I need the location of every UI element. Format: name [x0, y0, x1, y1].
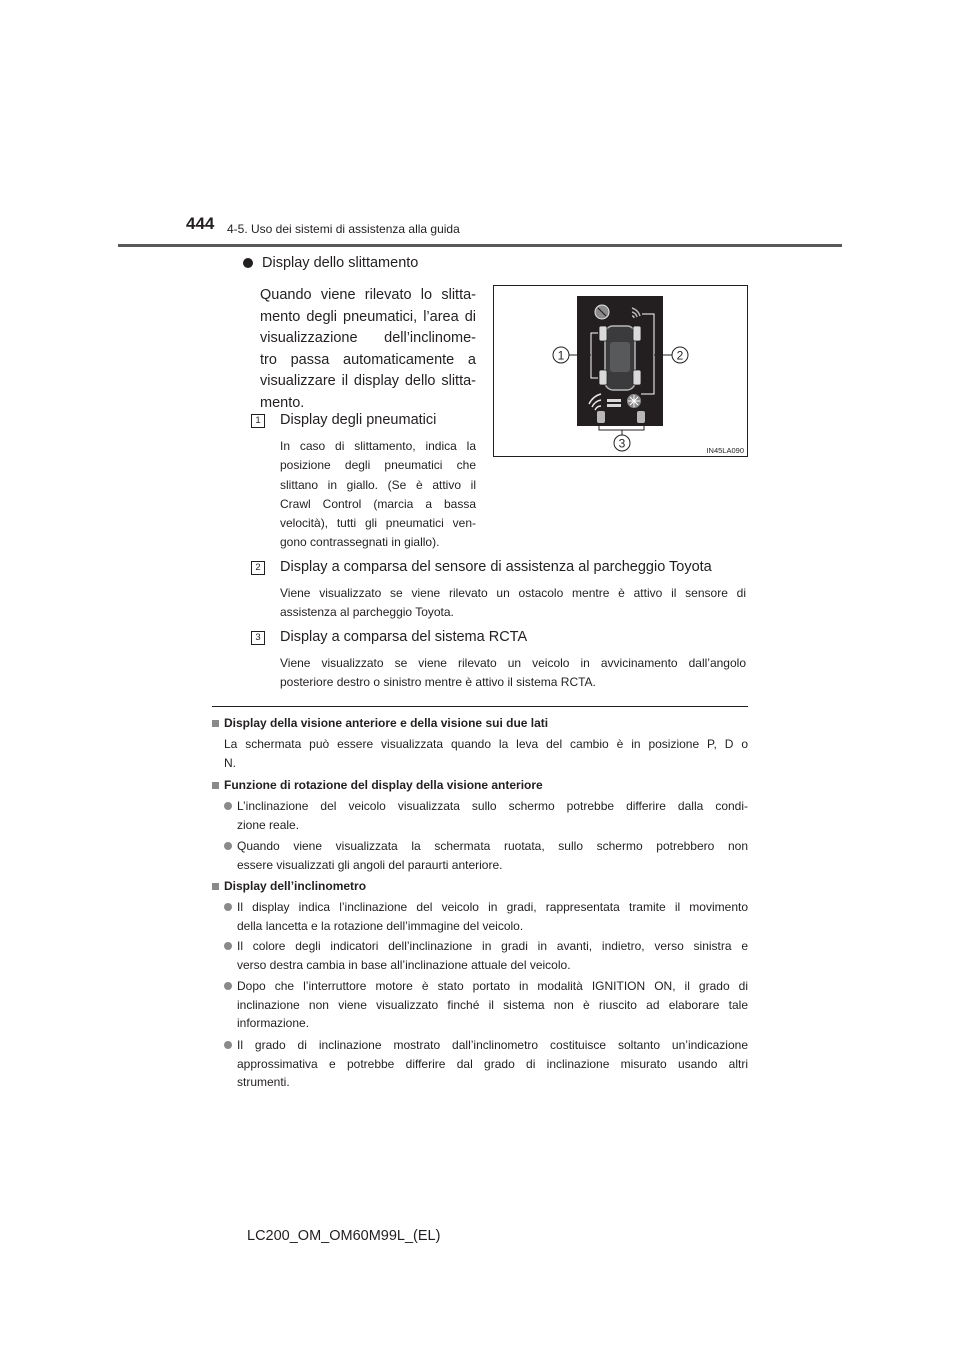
callout-3-label: 3 [618, 436, 626, 451]
document-code: LC200_OM_OM60M99L_(EL) [247, 1228, 441, 1244]
slip-display-illustration [494, 286, 747, 456]
intro-paragraph: Quando viene rilevato lo slitta- mento degli pneumatici, l’area di visualizzazione dell’inclinome- tro passa automaticamente a visualizzare il display dello slitta- mento. [260, 287, 476, 411]
vehicle-roof [610, 342, 630, 372]
tyre-rear-right [633, 370, 641, 385]
bullet-icon [224, 903, 232, 911]
tyre-front-right [633, 326, 641, 341]
bullet-icon [243, 258, 253, 268]
rcta-left-indicator [597, 411, 605, 423]
bullet-icon [224, 942, 232, 950]
item-number-badge: 2 [251, 561, 265, 575]
bullet-title: Display dello slittamento [262, 255, 419, 271]
slip-display-figure [493, 285, 748, 457]
bullet-icon [224, 1041, 232, 1049]
square-bullet-icon [212, 883, 219, 890]
note-heading: Display dell’inclinometro [224, 879, 367, 893]
note-bullet-text: L’inclinazione del veicolo visualizzata sullo schermo potrebbe differire dalla condi- zione reale. [237, 799, 748, 832]
bullet-icon [224, 842, 232, 850]
callout-1-label: 1 [557, 348, 565, 363]
note-bullet-text: Il grado di inclinazione mostrato dall’inclinometro costituisce soltanto un’indicazione approssimativa e potrebbe differire dal grado di inclinazione misurato usando altri strumenti. [237, 1038, 748, 1089]
section-title: 4-5. Uso dei sistemi di assistenza alla guida [227, 222, 460, 236]
page-number: 444 [186, 214, 215, 233]
note-bullet-text: Il display indica l’inclinazione del veicolo in gradi, rappresentata tramite il movimento della lancetta e la rotazione dell’immagine del veicolo. [237, 900, 748, 933]
note-heading: Funzione di rotazione del display della visione anteriore [224, 778, 543, 792]
item-description: In caso di slittamento, indica la posizione degli pneumatici che slittano in giallo. (Se è attivo il Crawl Control (marcia a bassa velocità), tutti gli pneumatici ven- gono contrassegnati in giallo). [280, 439, 476, 550]
callout-2-label: 2 [676, 348, 684, 363]
figure-code: IN45LA090 [706, 446, 744, 455]
tyre-front-left [599, 326, 607, 341]
rcta-right-indicator [637, 411, 645, 423]
header-divider [118, 244, 842, 247]
item-description: Viene visualizzato se viene rilevato un ostacolo mentre è attivo il sensore di assistenza al parcheggio Toyota. [280, 586, 746, 620]
bullet-icon [224, 802, 232, 810]
item-label: Display degli pneumatici [280, 412, 437, 428]
item-label: Display a comparsa del sistema RCTA [280, 629, 528, 645]
section-divider [212, 706, 748, 707]
note-heading: Display della visione anteriore e della visione sui due lati [224, 716, 549, 730]
tyre-rear-left [599, 370, 607, 385]
square-bullet-icon [212, 720, 219, 727]
item-number-badge: 3 [251, 631, 265, 645]
bar-icon [607, 399, 621, 402]
bullet-icon [224, 982, 232, 990]
item-label: Display a comparsa del sensore di assistenza al parcheggio Toyota [280, 559, 712, 575]
square-bullet-icon [212, 782, 219, 789]
note-text: La schermata può essere visualizzata quando la leva del cambio è in posizione P, D o N. [224, 737, 748, 770]
note-bullet-text: Quando viene visualizzata la schermata ruotata, sullo schermo potrebbero non essere visualizzati gli angoli del paraurti anteriore. [237, 839, 748, 872]
note-bullet-text: Dopo che l’interruttore motore è stato portato in modalità IGNITION ON, il grado di inclinazione non viene visualizzato finché il sistema non è riuscito ad elaborare tale informazione. [237, 979, 748, 1030]
item-number-badge: 1 [251, 414, 265, 428]
item-description: Viene visualizzato se viene rilevato un veicolo in avvicinamento dall’angolo posteriore destro o sinistro mentre è attivo il sistema RCTA. [280, 656, 746, 690]
note-bullet-text: Il colore degli indicatori dell’inclinazione in gradi in avanti, indietro, verso sinistra e verso destra cambia in base all’inclinazione attuale del veicolo. [237, 939, 748, 972]
